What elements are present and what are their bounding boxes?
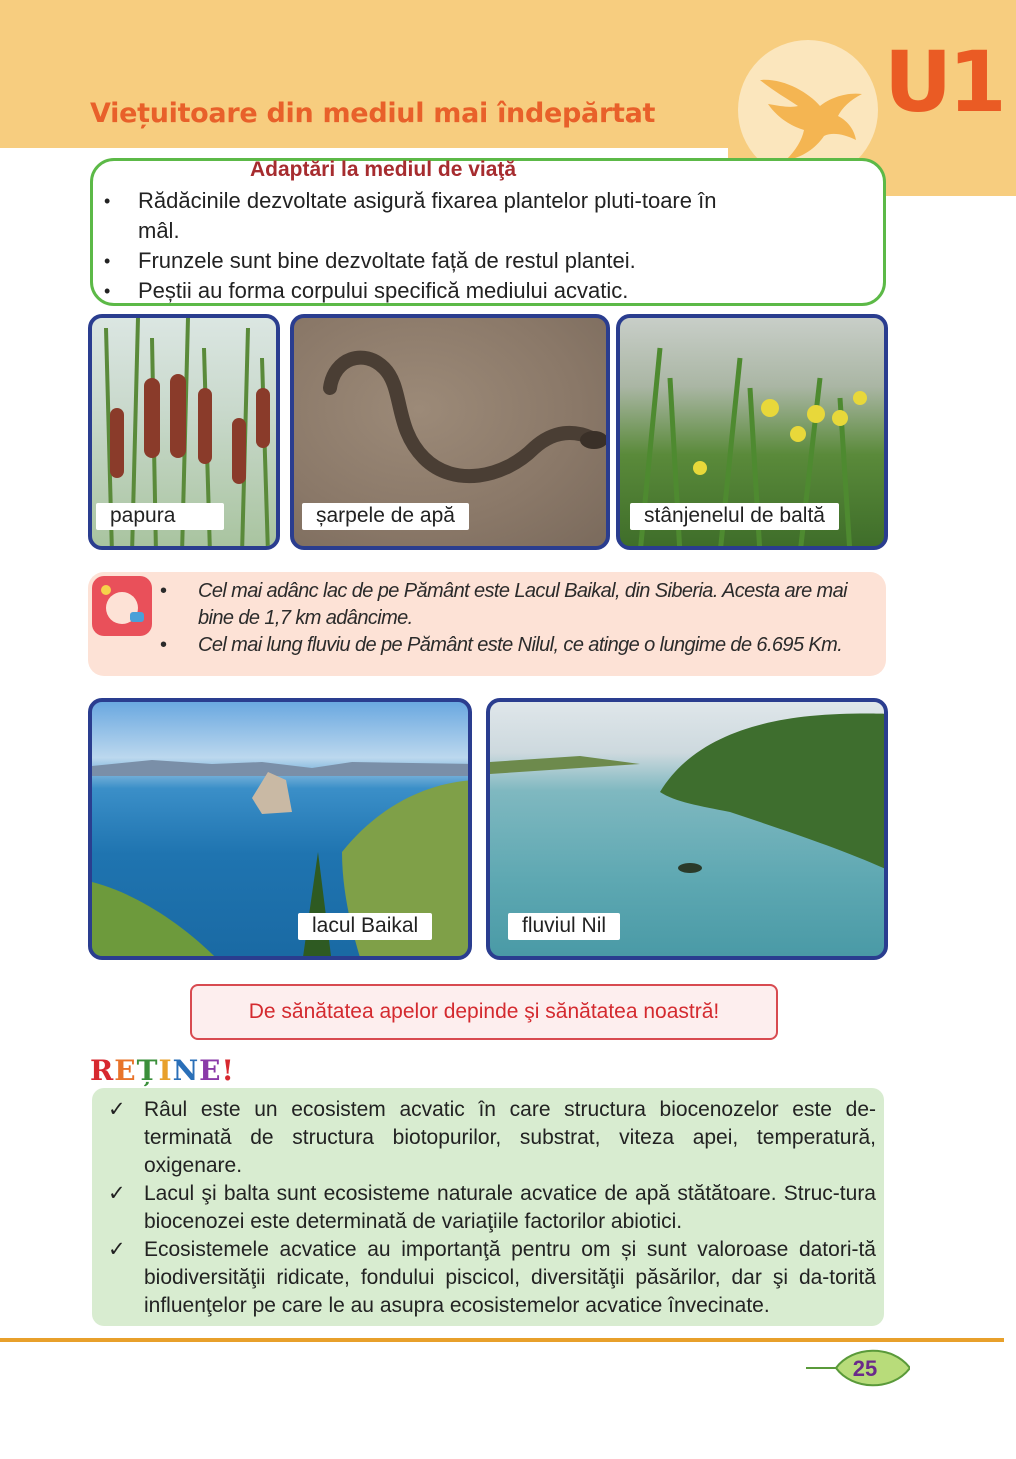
curiosity-icon (92, 576, 152, 636)
page-number: 25 (852, 1356, 878, 1381)
bullet-icon: • (160, 580, 167, 602)
list-item: • Cel mai adânc lac de pe Pământ este Lacul Baikal, din Siberia. Acesta are mai bine de 1,7 km adâncime. (160, 580, 847, 629)
photo-caption: papura (96, 503, 224, 530)
unit-label: U1 (884, 33, 1003, 131)
checkmark-icon: ✓ (108, 1182, 126, 1205)
photo-papura (88, 314, 280, 550)
photo-caption: fluviul Nil (508, 913, 620, 940)
checkmark-icon: ✓ (108, 1098, 126, 1121)
retine-list (104, 1096, 876, 1320)
list-item: • Rădăcinile dezvoltate asigură fixarea plantelor pluti-toare în mâl. (104, 188, 717, 243)
bullet-icon: • (104, 191, 111, 211)
photo-caption: stânjenelul de baltă (630, 503, 839, 530)
bullet-icon: • (104, 281, 111, 301)
list-item: ✓ Lacul şi balta sunt ecosisteme naturale acvatice de apă stătătoare. Struc-tura biocenozei este determinată de variaţiile factorilor abiotici. (108, 1182, 876, 1233)
footer-line (0, 1338, 1004, 1342)
retine-heading: REȚINE! (90, 1054, 235, 1087)
bullet-icon: • (160, 634, 167, 656)
list-item: • Frunzele sunt bine dezvoltate față de restul plantei. (102, 246, 722, 276)
photo-caption: șarpele de apă (302, 503, 469, 530)
adaptations-list (102, 186, 722, 306)
list-item: • Peștii au forma corpului specifică mediului acvatic. (102, 276, 722, 306)
photo-iris (616, 314, 888, 550)
bullet-icon: • (104, 251, 111, 271)
motto-banner: De sănătatea apelor depinde şi sănătatea noastră! (190, 984, 778, 1040)
adaptations-title: Adaptări la mediul de viaţă (250, 158, 517, 181)
list-item: ✓ Râul este un ecosistem acvatic în care structura biocenozelor este de-terminată de structura biotopurilor, substrat, viteza apei, temperatură, oxigenare. (108, 1098, 876, 1177)
photo-water-snake (290, 314, 610, 550)
section-title: Viețuitoare din mediul mai îndepărtat (90, 98, 656, 129)
checkmark-icon: ✓ (108, 1238, 126, 1261)
list-item: • Cel mai lung fluviu de pe Pământ este Nilul, ce atinge o lungime de 6.695 Km. (160, 632, 880, 659)
photo-nile-river (486, 698, 888, 960)
list-item: ✓ Ecosistemele acvatice au importanţă pentru om și sunt valoroase datori-tă biodiversităţii ridicate, fondului piscicol, diversităţii păsărilor, dar şi da-torită influenţelor pe care le au asupra ecosistemelor acvatice învecinate. (108, 1238, 876, 1317)
photo-caption: lacul Baikal (298, 913, 432, 940)
photo-lake-baikal (88, 698, 472, 960)
facts-list (160, 578, 880, 659)
